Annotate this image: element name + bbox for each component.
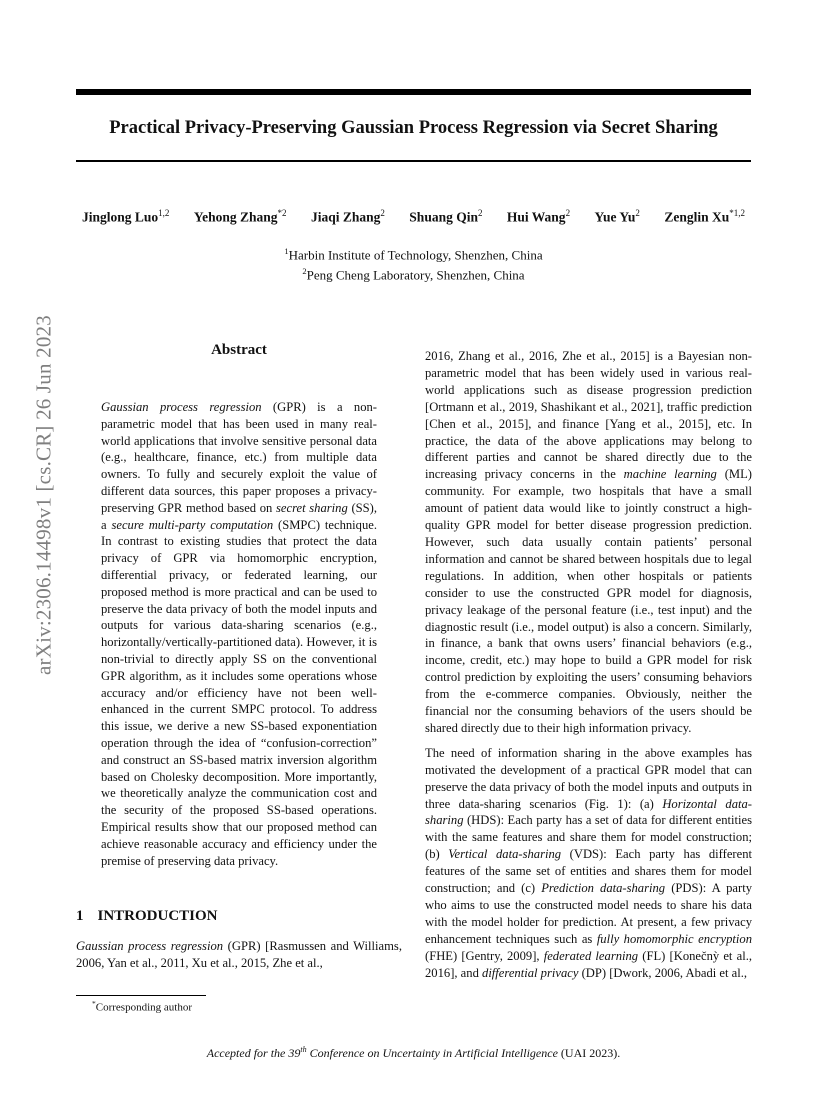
arxiv-identifier-text: arXiv:2306.14498v1 [cs.CR] 26 Jun 2023 <box>31 315 56 675</box>
abstract-text: Gaussian process regression (GPR) is a non-parametric model that has been used in many real-world applications that involve sensitive personal data (e.g., healthcare, finance, etc.) from multiple data owners. To fully and securely exploit the value of different data sources, this paper proposes a privacy-preserving GPR method based on secret sharing (SS), a secure multi-party computation (SMPC) technique. In contrast to existing studies that protect the data privacy of GPR via homomorphic encryption, differential privacy, or federated learning, our proposed method is more practical and can be used to preserve the data privacy of both the model inputs and outputs for various data-sharing scenarios (e.g., horizontally/vertically-partitioned data). However, it is non-trivial to directly apply SS on the conventional GPR algorithm, as it includes some operations whose accuracy and/or efficiency have not been well-enhanced in the current SMPC protocol. To address this issue, we derive a new SS-based exponentiation operation through the idea of “confusion-correction” and construct an SS-based matrix inversion algorithm based on Cholesky decomposition. More importantly, we theoretically analyze the communication cost and the security of the proposed SS-based operations. Empirical results show that our proposed method can achieve reasonable accuracy and efficiency under the premise of preserving data privacy. <box>101 400 377 868</box>
body-paragraph: 2016, Zhang et al., 2016, Zhe et al., 2015] is a Bayesian non-parametric model that has been widely used in various real-world applications such as disease progression prediction [Ortmann et al., 2019, Shashikant et al., 2021], traffic prediction [Chen et al., 2015], and finance [Yang et al., 2015], etc. In practice, the data of the above applications may belong to different parties and cannot be shared directly due to the increasing privacy concerns in the machine learning (ML) community. For example, two hospitals that have a small amount of patient data would like to jointly construct a high-quality GPR model for better disease progression prediction. However, such data usually contain patients’ personal information and cannot be shared between hospitals due to legal regulations. In addition, when other hospitals or patients consider to use the constructed GPR model for diagnosis, privacy leakage of the personal feature (i.e., test input) and the diagnostic result (i.e., model output) is also a concern. Similarly, in finance, a bank that owns users’ financial behaviors (e.g., income, credit, etc.) may hope to build a GPR model for risk control prediction by exploiting the users’ consuming behaviors from the e-commerce companies. Obviously, neither the financial nor the consuming behaviors of the users should be shared directly due to their high information privacy. <box>425 349 752 735</box>
intro-paragraph: Gaussian process regression (GPR) [Rasmussen and Williams, 2006, Yan et al., 2011, Xu et al., 2015, Zhe et al., <box>76 939 402 971</box>
right-column <box>425 348 752 982</box>
left-column <box>76 340 402 972</box>
affiliation-line: $^2$Peng Cheng Laboratory, Shenzhen, China <box>302 266 525 283</box>
author: Zenglin Xu$^{*1,2}$ <box>664 208 745 225</box>
body-paragraph: The need of information sharing in the above examples has motivated the development of a practical GPR model that can preserve the data privacy of both the model inputs and outputs in three data-sharing scenarios (Fig. 1): (a) Horizontal data-sharing (HDS): Each party has a set of data for different entities with the same features and share them for model construction; (b) Vertical data-sharing (VDS): Each party has different features of the same set of entities and shares them for model construction; and (c) Prediction data-sharing (PDS): A party who aims to use the constructed model needs to share his data with the model holder for prediction. At present, a few privacy enhancement techniques such as fully homomorphic encryption (FHE) [Gentry, 2009], federated learning (FL) [Konečnỳ et al., 2016], and differential privacy (DP) [Dwork, 2006, Abadi et al., <box>425 745 753 980</box>
title-top-rule <box>76 89 751 95</box>
section-heading-introduction: 1 INTRODUCTION <box>76 908 218 925</box>
author-list <box>76 208 751 226</box>
author: Jiaqi Zhang$^2$ <box>310 208 385 225</box>
author: Yue Yu$^2$ <box>594 208 640 225</box>
arxiv-identifier-sidebar <box>24 290 64 700</box>
footnote-rule <box>76 995 206 996</box>
title-bottom-rule <box>76 160 751 162</box>
author: Jinglong Luo$^{1,2}$ <box>82 208 170 225</box>
author: Hui Wang$^2$ <box>506 208 571 225</box>
affiliations <box>76 243 751 284</box>
affiliation-line: $^1$Harbin Institute of Technology, Shenzhen, China <box>284 246 543 263</box>
abstract-heading: Abstract <box>211 342 267 358</box>
page-footer: Accepted for the 39th Conference on Uncertainty in Artificial Intelligence (UAI 2023). <box>206 1045 621 1060</box>
footnote: *Corresponding author <box>92 999 192 1014</box>
author: Shuang Qin$^2$ <box>409 208 483 225</box>
paper-title: Practical Privacy-Preserving Gaussian Process Regression via Secret Sharing <box>109 118 718 138</box>
author: Yehong Zhang$^{*2}$ <box>193 208 287 225</box>
